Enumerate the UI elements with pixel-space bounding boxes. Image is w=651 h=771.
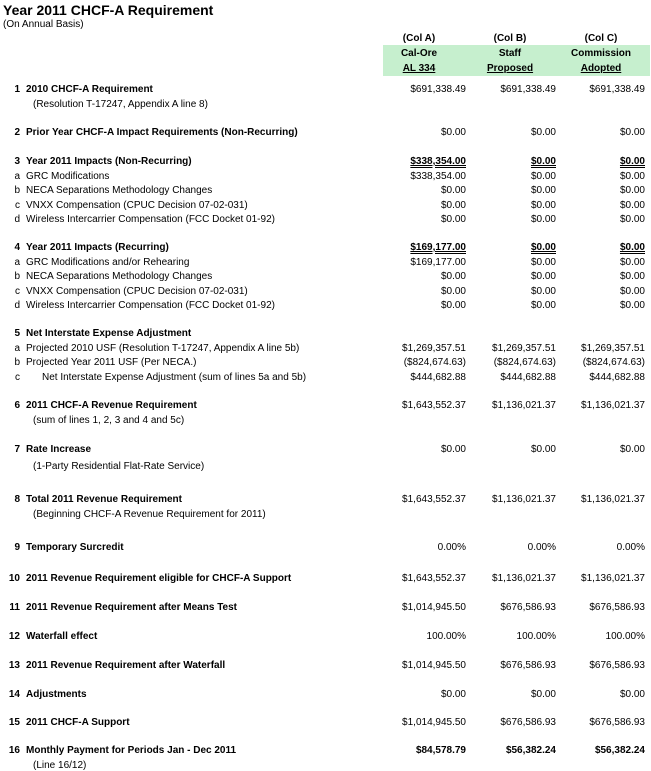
value-col-a: $169,177.00: [410, 242, 466, 253]
line-label: NECA Separations Methodology Changes: [26, 185, 213, 196]
value-col-c: $0.00: [619, 300, 645, 311]
line-label: Year 2011 Impacts (Non-Recurring): [26, 156, 192, 167]
value-col-a: $0.00: [440, 127, 466, 138]
value-col-a: $444,682.88: [410, 372, 466, 383]
value-col-c: $56,382.24: [594, 745, 645, 756]
line-label: Net Interstate Expense Adjustment: [26, 328, 192, 339]
value-col-c: $0.00: [619, 444, 645, 455]
line-label: Monthly Payment for Periods Jan - Dec 2011: [26, 745, 237, 756]
value-col-c: $0.00: [619, 286, 645, 297]
value-col-b: $1,136,021.37: [492, 400, 556, 411]
line-number: 12: [8, 631, 20, 642]
col-a-header: (Col A) Cal-Ore AL 334: [400, 33, 438, 74]
col-c-header: (Col C) Commission Adopted: [570, 33, 631, 74]
line-label: Prior Year CHCF-A Impact Requirements (Non-Recurring): [26, 127, 298, 138]
value-col-c: $0.00: [619, 271, 645, 282]
line-label: NECA Separations Methodology Changes: [26, 271, 213, 282]
value-col-b: $691,338.49: [500, 84, 556, 95]
value-col-b: $0.00: [530, 444, 556, 455]
value-col-c: $0.00: [619, 200, 645, 211]
value-col-a: 100.00%: [426, 631, 466, 642]
value-col-a: $691,338.49: [410, 84, 466, 95]
value-col-a: $84,578.79: [415, 745, 466, 756]
line-label: VNXX Compensation (CPUC Decision 07-02-031): [26, 200, 248, 211]
line-label: Net Interstate Expense Adjustment (sum of lines 5a and 5b): [42, 372, 307, 383]
value-col-a: ($824,674.63): [403, 357, 466, 368]
value-col-b: $0.00: [530, 156, 556, 167]
value-col-b: $0.00: [530, 127, 556, 138]
value-col-c: ($824,674.63): [582, 357, 645, 368]
line-number: c: [15, 372, 20, 383]
value-col-b: ($824,674.63): [493, 357, 556, 368]
value-col-b: $0.00: [530, 300, 556, 311]
value-col-c: $676,586.93: [589, 660, 645, 671]
value-col-a: $1,643,552.37: [402, 494, 466, 505]
value-col-c: $0.00: [619, 257, 645, 268]
line-number: 1: [14, 84, 20, 95]
value-col-b: $0.00: [530, 271, 556, 282]
value-col-c: $676,586.93: [589, 602, 645, 613]
line-label: Adjustments: [26, 689, 87, 700]
line-number: b: [14, 357, 20, 368]
line-label: Projected Year 2011 USF (Per NECA.): [26, 357, 197, 368]
line-label: Rate Increase: [26, 444, 92, 455]
value-col-b: $1,269,357.51: [492, 343, 556, 354]
value-col-c: $444,682.88: [589, 372, 645, 383]
line-label: 2011 Revenue Requirement after Waterfall: [26, 660, 226, 671]
line-number: b: [14, 271, 20, 282]
value-col-a: 0.00%: [437, 542, 466, 553]
value-col-a: $0.00: [440, 300, 466, 311]
line-number: a: [14, 257, 20, 268]
value-col-c: $0.00: [619, 156, 645, 167]
value-col-a: $338,354.00: [410, 156, 466, 167]
value-col-a: $1,269,357.51: [402, 343, 466, 354]
value-col-c: 0.00%: [616, 542, 645, 553]
value-col-a: $0.00: [440, 200, 466, 211]
line-number: c: [15, 286, 20, 297]
line-label: 2011 Revenue Requirement eligible for CHCF-A Support: [26, 573, 292, 584]
line-number: 4: [14, 242, 20, 253]
value-col-c: $0.00: [619, 242, 645, 253]
value-col-b: $56,382.24: [505, 745, 556, 756]
line-label: 2011 Revenue Requirement after Means Test: [26, 602, 238, 613]
value-col-a: $0.00: [440, 271, 466, 282]
value-col-c: $0.00: [619, 171, 645, 182]
line-label: Temporary Surcredit: [26, 542, 124, 553]
value-col-b: $0.00: [530, 200, 556, 211]
value-col-b: $1,136,021.37: [492, 573, 556, 584]
value-col-b: $0.00: [530, 257, 556, 268]
value-col-b: $0.00: [530, 185, 556, 196]
page-subtitle: (On Annual Basis): [3, 19, 84, 30]
line-number: a: [14, 171, 20, 182]
value-col-b: $0.00: [530, 689, 556, 700]
value-col-c: $1,136,021.37: [581, 573, 645, 584]
line-number: 6: [14, 400, 20, 411]
value-col-a: $0.00: [440, 185, 466, 196]
value-col-c: $1,136,021.37: [581, 494, 645, 505]
line-label: Total 2011 Revenue Requirement: [26, 494, 182, 505]
line-number: 11: [9, 602, 20, 613]
line-label: (sum of lines 1, 2, 3 and 4 and 5c): [33, 415, 185, 426]
line-label: Wireless Intercarrier Compensation (FCC Docket 01-92): [26, 300, 275, 311]
line-label: 2011 CHCF-A Revenue Requirement: [26, 400, 197, 411]
value-col-a: $0.00: [440, 286, 466, 297]
value-col-a: $0.00: [440, 214, 466, 225]
value-col-a: $338,354.00: [410, 171, 466, 182]
value-col-b: 0.00%: [527, 542, 556, 553]
value-col-c: $0.00: [619, 185, 645, 196]
value-col-a: $169,177.00: [410, 257, 466, 268]
line-number: 15: [8, 717, 20, 728]
value-col-a: $1,643,552.37: [402, 400, 466, 411]
value-col-b: $676,586.93: [500, 717, 556, 728]
value-col-a: $1,014,945.50: [402, 602, 466, 613]
value-col-a: $1,014,945.50: [402, 717, 466, 728]
value-col-c: $1,269,357.51: [581, 343, 645, 354]
line-number: c: [15, 200, 20, 211]
value-col-c: $676,586.93: [589, 717, 645, 728]
line-label: (Line 16/12): [33, 760, 87, 771]
col-b-header: (Col B) Staff Proposed: [486, 33, 534, 74]
line-number: 14: [8, 689, 20, 700]
value-col-b: $1,136,021.37: [492, 494, 556, 505]
line-number: 8: [14, 494, 20, 505]
line-number: 3: [14, 156, 20, 167]
value-col-c: $1,136,021.37: [581, 400, 645, 411]
value-col-c: $0.00: [619, 214, 645, 225]
value-col-c: $0.00: [619, 127, 645, 138]
value-col-a: $1,014,945.50: [402, 660, 466, 671]
line-number: 10: [8, 573, 20, 584]
value-col-b: $0.00: [530, 242, 556, 253]
value-col-c: $691,338.49: [589, 84, 645, 95]
value-col-c: $0.00: [619, 689, 645, 700]
line-label: 2010 CHCF-A Requirement: [26, 84, 153, 95]
value-col-c: 100.00%: [605, 631, 645, 642]
value-col-a: $0.00: [440, 689, 466, 700]
line-label: 2011 CHCF-A Support: [26, 717, 130, 728]
line-number: 16: [8, 745, 20, 756]
value-col-b: $676,586.93: [500, 602, 556, 613]
line-label: GRC Modifications and/or Rehearing: [26, 257, 190, 268]
line-number: 9: [14, 542, 20, 553]
line-number: 13: [8, 660, 20, 671]
line-label: VNXX Compensation (CPUC Decision 07-02-031): [26, 286, 248, 297]
page-title: Year 2011 CHCF-A Requirement: [3, 2, 214, 18]
line-label: (1-Party Residential Flat-Rate Service): [33, 461, 205, 472]
line-label: (Resolution T-17247, Appendix A line 8): [33, 99, 208, 110]
line-label: Year 2011 Impacts (Recurring): [26, 242, 169, 253]
line-number: 5: [14, 328, 20, 339]
value-col-b: $444,682.88: [500, 372, 556, 383]
line-label: (Beginning CHCF-A Revenue Requirement for 2011): [33, 509, 266, 520]
value-col-b: $0.00: [530, 214, 556, 225]
line-label: Projected 2010 USF (Resolution T-17247, Appendix A line 5b): [26, 343, 300, 354]
value-col-b: $0.00: [530, 286, 556, 297]
line-number: 2: [14, 127, 20, 138]
line-number: a: [14, 343, 20, 354]
line-number: 7: [14, 444, 20, 455]
value-col-b: 100.00%: [516, 631, 556, 642]
value-col-a: $0.00: [440, 444, 466, 455]
line-number: d: [14, 214, 20, 225]
line-label: Wireless Intercarrier Compensation (FCC Docket 01-92): [26, 214, 275, 225]
line-number: d: [14, 300, 20, 311]
line-label: Waterfall effect: [26, 631, 98, 642]
line-label: GRC Modifications: [26, 171, 110, 182]
value-col-a: $1,643,552.37: [402, 573, 466, 584]
value-col-b: $0.00: [530, 171, 556, 182]
value-col-b: $676,586.93: [500, 660, 556, 671]
line-number: b: [14, 185, 20, 196]
